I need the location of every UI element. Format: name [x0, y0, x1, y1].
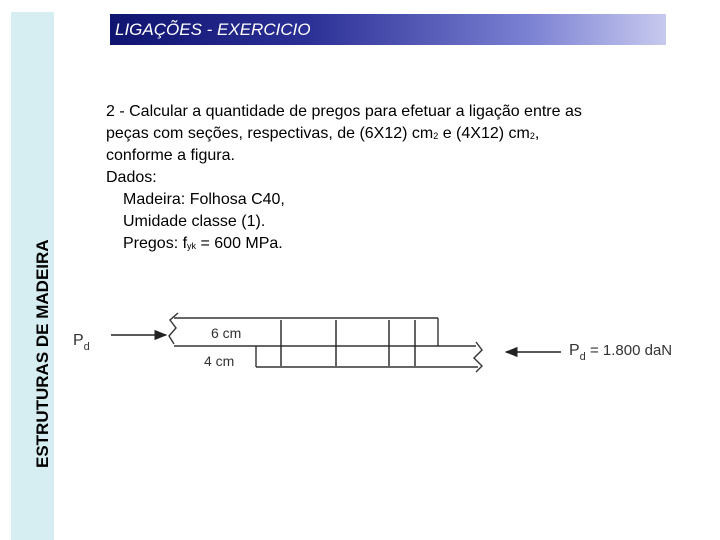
text-line-2-a: peças com seções, respectivas, de (6X12) cm [106, 125, 434, 142]
bullet-item [106, 233, 706, 255]
slide-title: LIGAÇÕES - EXERCICIO [115, 20, 311, 39]
text-line-2 [106, 123, 706, 145]
text-line-4: Dados: [106, 169, 157, 186]
connection-diagram [66, 300, 696, 400]
bullet-text: = 600 MPa. [196, 235, 283, 252]
bullet-text: Umidade classe (1). [123, 213, 266, 230]
exercise-text [106, 101, 706, 255]
bullet-text: Pregos: f [123, 235, 188, 252]
text-line-1: 2 - Calcular a quantidade de pregos para efetuar a ligação entre as [106, 103, 582, 120]
top-piece-label: 6 cm [211, 325, 242, 341]
bullet-item [106, 211, 706, 233]
bullet-text: Madeira: Folhosa C40, [123, 191, 285, 208]
superscript-2: 2 [529, 131, 535, 141]
right-force-label: $P_d = 1.800$ daN [569, 342, 673, 363]
bullet-item [106, 189, 706, 211]
text-line-2-c: , [534, 125, 540, 142]
left-force-label: $P_d$ [73, 332, 90, 353]
bottom-piece-label: 4 cm [204, 353, 235, 369]
text-line-3: conforme a figura. [106, 147, 235, 164]
superscript-2: 2 [433, 131, 439, 141]
subscript-yk: yk [187, 241, 197, 251]
text-line-2-b: e (4X12) cm [438, 125, 530, 142]
side-title: ESTRUTURAS DE MADEIRA [33, 239, 52, 468]
